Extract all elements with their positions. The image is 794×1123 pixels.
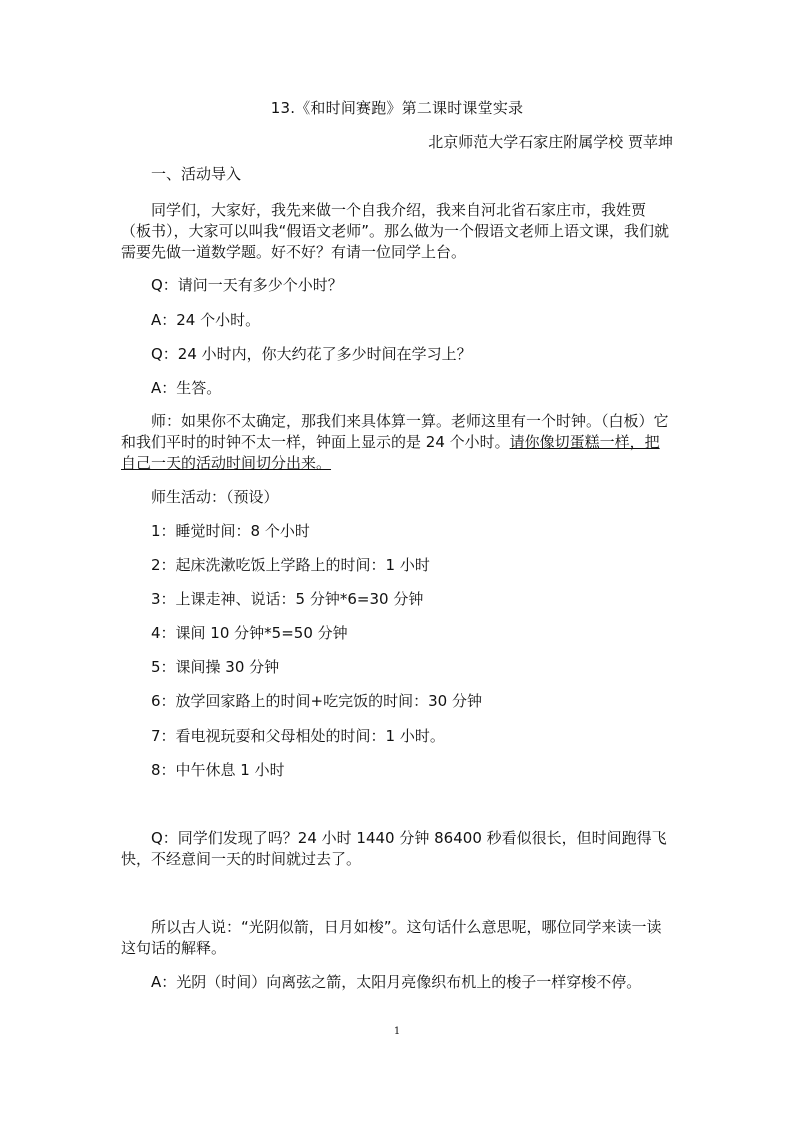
- question-1: Q：请问一天有多少个小时？: [151, 276, 343, 294]
- list-item: 5：课间操 30 分钟: [151, 658, 280, 676]
- answer-3: A：光阴（时间）向离弦之箭，太阳月亮像织布机上的梭子一样穿梭不停。: [151, 973, 642, 991]
- teacher-paragraph: [121, 411, 673, 474]
- question-2: Q：24 小时内，你大约花了多少时间在学习上？: [151, 345, 472, 363]
- activity-label: 师生活动：（预设）: [151, 488, 279, 506]
- answer-2: A：生答。: [151, 379, 222, 397]
- section-heading: 一、活动导入: [151, 165, 242, 183]
- list-item: 7：看电视玩耍和父母相处的时间：1 小时。: [151, 727, 445, 745]
- list-item: 3：上课走神、说话：5 分钟*6=30 分钟: [151, 590, 424, 608]
- answer-1: A：24 个小时。: [151, 311, 261, 329]
- list-item: 6：放学回家路上的时间+吃完饭的时间：30 分钟: [151, 692, 482, 710]
- intro-paragraph: 同学们，大家好，我先来做一个自我介绍，我来自河北省石家庄市，我姓贾（板书），大家可以叫我“假语文老师”。那么做为一个假语文老师上语文课，我们就需要先做一道数学题。好不好？有请一位同学上台。: [121, 201, 670, 261]
- list-item: 2：起床洗漱吃饭上学路上的时间：1 小时: [151, 556, 430, 574]
- list-item: 1：睡觉时间：8 个小时: [151, 522, 310, 540]
- proverb-paragraph: 所以古人说：“光阴似箭，日月如梭”。这句话什么意思呢，哪位同学来读一读这句话的解释。: [121, 918, 662, 957]
- document-title: 13.《和时间赛跑》第二课时课堂实录: [270, 99, 524, 117]
- author-line: 北京师范大学石家庄附属学校 贾苹坤: [428, 133, 673, 151]
- list-item: 4：课间 10 分钟*5=50 分钟: [151, 624, 348, 642]
- teacher-underlined-text: 请你像切蛋糕一样，把自己一天的活动时间切分出来。: [121, 433, 660, 472]
- list-item: 8：中午休息 1 小时: [151, 761, 285, 779]
- teacher-text: 师：如果你不太确定，那我们来具体算一算。老师这里有一个时钟。（白板）它和我们平时的时钟不太一样，钟面上显示的是 24 个小时。: [121, 412, 669, 451]
- page-number: 1: [393, 1026, 401, 1037]
- question-3: Q：同学们发现了吗？24 小时 1440 分钟 86400 秒看似很长，但时间跑得飞快，不经意间一天的时间就过去了。: [121, 829, 667, 868]
